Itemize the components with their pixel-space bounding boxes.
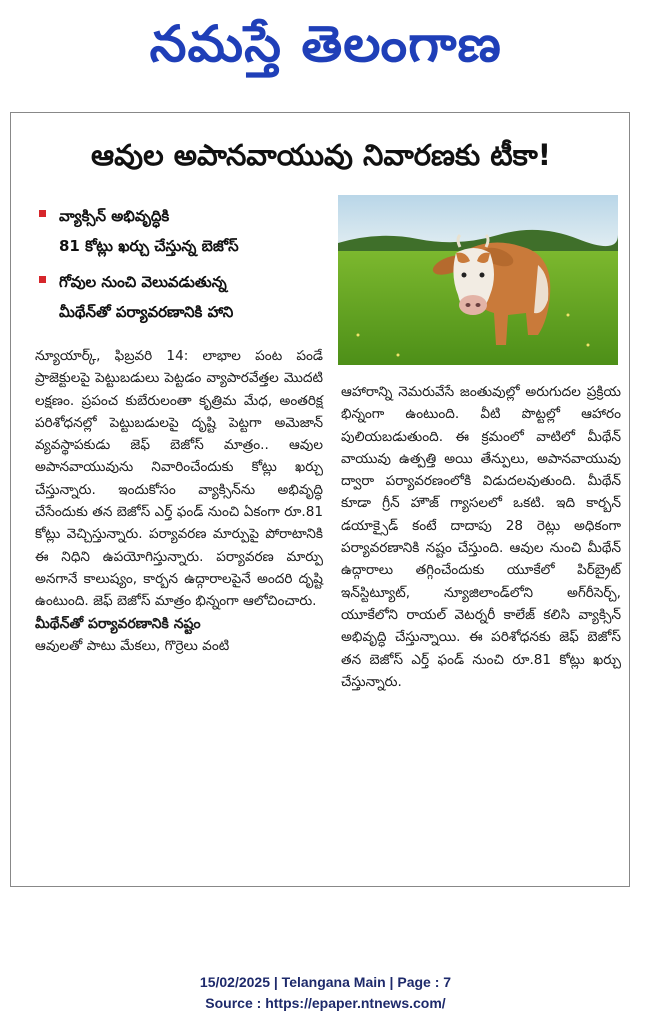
cow-photo <box>338 195 618 365</box>
article-highlights <box>39 201 329 333</box>
page-footer <box>0 972 651 1014</box>
article-body-left-continued: ఆవులతో పాటు మేకలు, గొర్రెలు వంటి <box>35 637 230 654</box>
highlight-item <box>39 267 329 327</box>
masthead <box>0 4 651 90</box>
cow-illustration <box>338 195 618 365</box>
masthead-logo: నమస్తే తెలంగాణ <box>149 15 502 73</box>
red-square-bullet-icon <box>39 210 46 217</box>
article-clipping <box>10 112 630 887</box>
footer-source: Source : https://epaper.ntnews.com/ <box>205 995 446 1011</box>
article-body-right: ఆహారాన్ని నెమరువేసే జంతువుల్లో అరుగుదల ప్రక్రియ భిన్నంగా ఉంటుంది. వీటి పొట్టల్లో ఆహారం పులియబడుతుంది. ఈ క్రమంలో వాటిలో మీథేన్ వాయువు ఉత్పత్తి అయి తేన్పులు, అపానవాయువు ద్వారా పర్యావరణంలోకి విడుదలవుతుంది. మీథేన్ కూడా గ్రీన్ హౌజ్ గ్యాసలలో ఒకటి. ఇది కార్బన్ డయాక్సైడ్ కంటే దాదాపు 28 రెట్లు అధికంగా పర్యావరణానికి నష్టం చేస్తుంది. ఆవుల నుంచి మీథేన్ ఉద్గారాలు తగ్గించేందుకు యూకేలో పిర్‌బ్రైట్ ఇన్‌స్టిట్యూట్, న్యూజిలాండ్‌లోని అగ్‌రీసెర్చ్, యూకేలోని రాయల్ వెటర్నరీ కాలేజ్ కలిసి వ్యాక్సిన్ అభివృద్ధి చేస్తున్నాయి. ఈ పరిశోధనకు జెఫ్ బెజోస్ తన బెజోస్ ఎర్త్ ఫండ్ నుంచి రూ.81 కోట్లు ఖర్చు చేస్తున్నారు. <box>341 384 621 690</box>
article-left-column <box>35 345 323 657</box>
footer-edition-info: 15/02/2025 | Telangana Main | Page : 7 <box>199 974 452 990</box>
article-right-column <box>341 381 621 693</box>
article-headline: ఆవుల అపానవాయువు నివారణకు టీకా! <box>91 138 551 172</box>
article-body-left: న్యూయార్క్, ఫిబ్రవరి 14: లాభాల పంట పండే ప్రాజెక్టులపై పెట్టుబడులు పెట్టడం వ్యాపారవేత్తల మొదటి లక్షణం. ప్రపంచ కుబేరులంతా కృత్రిమ మేధ, అంతరిక్ష పరిశోధనల్లో పెట్టుబడులపై దృష్టి పెట్టగా అమెజాన్ వ్యవస్థాపకుడు జెఫ్ బెజోస్ మాత్రం.. ఆవుల అపానవాయువును నివారించేందుకు కోట్లు ఖర్చు చేస్తున్నారు. ఇందుకోసం వ్యాక్సిన్‌ను అభివృద్ధి చేసేందుకు తన బెజోస్ ఎర్త్ ఫండ్ నుంచి ఏకంగా రూ.81 కోట్లు వెచ్చిస్తున్నారు. పర్యావరణ మార్పుపై పోరాటానికి ఈ నిధిని ఉపయోగిస్తున్నారు. పర్యావరణ మార్పు అనగానే కాలుష్యం, కార్బన ఉద్గారాలపైనే అందరి దృష్టి ఉంటుంది. జెఫ్ బెజోస్ మాత్రం భిన్నంగా ఆలోచించారు. <box>35 348 323 610</box>
article-subheading: మీథేన్‌తో పర్యావరణానికి నష్టం <box>35 615 201 632</box>
red-square-bullet-icon <box>39 276 46 283</box>
highlight-text: గోవుల నుంచి వెలువడుతున్న మీథేన్‌తో పర్యావరణానికి హాని <box>59 273 234 321</box>
highlight-text: వ్యాక్సిన్ అభివృద్ధికి 81 కోట్లు ఖర్చు చేస్తున్న బెజోస్ <box>59 207 239 255</box>
highlight-item <box>39 201 329 261</box>
